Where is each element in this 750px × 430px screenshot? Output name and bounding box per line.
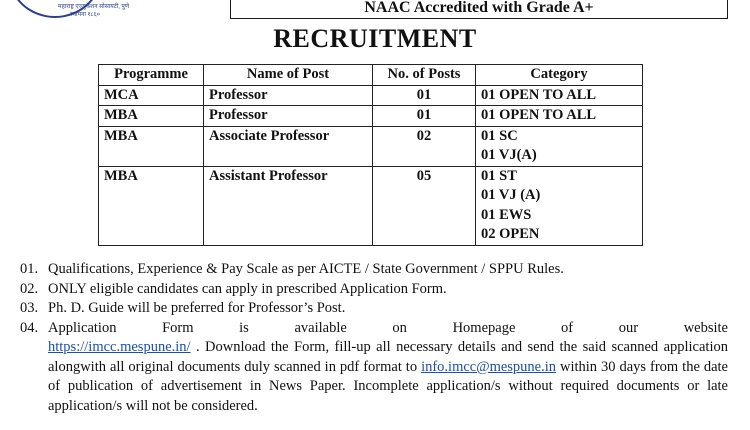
cell-category	[476, 85, 643, 106]
note-item	[20, 319, 728, 417]
category-line: 01 VJ(A)	[481, 147, 537, 163]
table-row	[99, 85, 643, 106]
note-number: 02.	[20, 280, 39, 297]
note-number: 03.	[20, 300, 39, 316]
notes-list	[20, 260, 728, 416]
cell-post: Associate Professor	[204, 126, 373, 166]
recruitment-table	[98, 64, 643, 246]
table-row	[99, 126, 643, 166]
cell-count: 05	[373, 166, 476, 245]
note-item	[20, 299, 728, 319]
category-line: 01 EWS	[481, 206, 532, 223]
note-number: 01.	[20, 261, 39, 277]
page-title: RECRUITMENT	[273, 24, 477, 53]
cell-category	[476, 106, 643, 127]
logo-text-line1: महाराष्ट्र एज्युकेशन सोसायटी, पुणे	[58, 4, 130, 10]
note-text-segment: within 30 days from the date of publication of advertisement in News Paper. Incomplete application/s without required documents or late application/s will not be considered.	[48, 358, 728, 414]
header-category: Category	[476, 65, 643, 86]
logo-text-line2: स्थापना १८६०	[70, 12, 100, 18]
cell-category	[476, 166, 643, 245]
header-programme: Programme	[99, 65, 204, 86]
category-line: 01 VJ (A)	[481, 187, 541, 203]
note-text-segment: . Download the Form, fill-up all necessary details and send the said scanned application alongwith all original documents duly scanned in pdf format to	[48, 339, 728, 375]
category-line: 01 ST	[481, 167, 517, 184]
category-line: 01 SC	[481, 127, 518, 144]
header-count: No. of Posts	[373, 65, 476, 86]
website-link[interactable]: https://imcc.mespune.in/	[48, 339, 191, 355]
cell-post: Assistant Professor	[204, 166, 373, 245]
note-text: Qualifications, Experience & Pay Scale as per AICTE / State Government / SPPU Rules.	[48, 261, 564, 277]
cell-programme: MCA	[99, 85, 204, 106]
note-text	[48, 319, 728, 417]
accreditation-text: NAAC Accredited with Grade A+	[364, 0, 594, 16]
cell-post: Professor	[204, 85, 373, 106]
cell-post: Professor	[204, 106, 373, 127]
institution-logo	[0, 0, 130, 20]
email-link[interactable]: info.imcc@mespune.in	[421, 358, 557, 375]
cell-category	[476, 126, 643, 166]
note-item	[20, 280, 728, 300]
header-post: Name of Post	[204, 65, 373, 86]
category-line: 01 OPEN TO ALL	[481, 107, 597, 123]
category-line: 01 OPEN TO ALL	[481, 86, 597, 103]
note-text: ONLY eligible candidates can apply in prescribed Application Form.	[48, 280, 447, 297]
note-text: Ph. D. Guide will be preferred for Professor’s Post.	[48, 300, 346, 316]
table-row	[99, 106, 643, 127]
note-item	[20, 260, 728, 280]
category-line: 02 OPEN	[481, 226, 540, 242]
cell-programme: MBA	[99, 126, 204, 166]
cell-count: 02	[373, 126, 476, 166]
note-text-line: Application Form is available on Homepage of our website	[48, 319, 728, 336]
cell-programme: MBA	[99, 106, 204, 127]
header-box	[230, 0, 728, 19]
table-header-row	[99, 65, 643, 86]
table-row	[99, 166, 643, 245]
cell-count: 01	[373, 85, 476, 106]
cell-count: 01	[373, 106, 476, 127]
cell-programme: MBA	[99, 166, 204, 245]
note-number: 04.	[20, 319, 39, 336]
